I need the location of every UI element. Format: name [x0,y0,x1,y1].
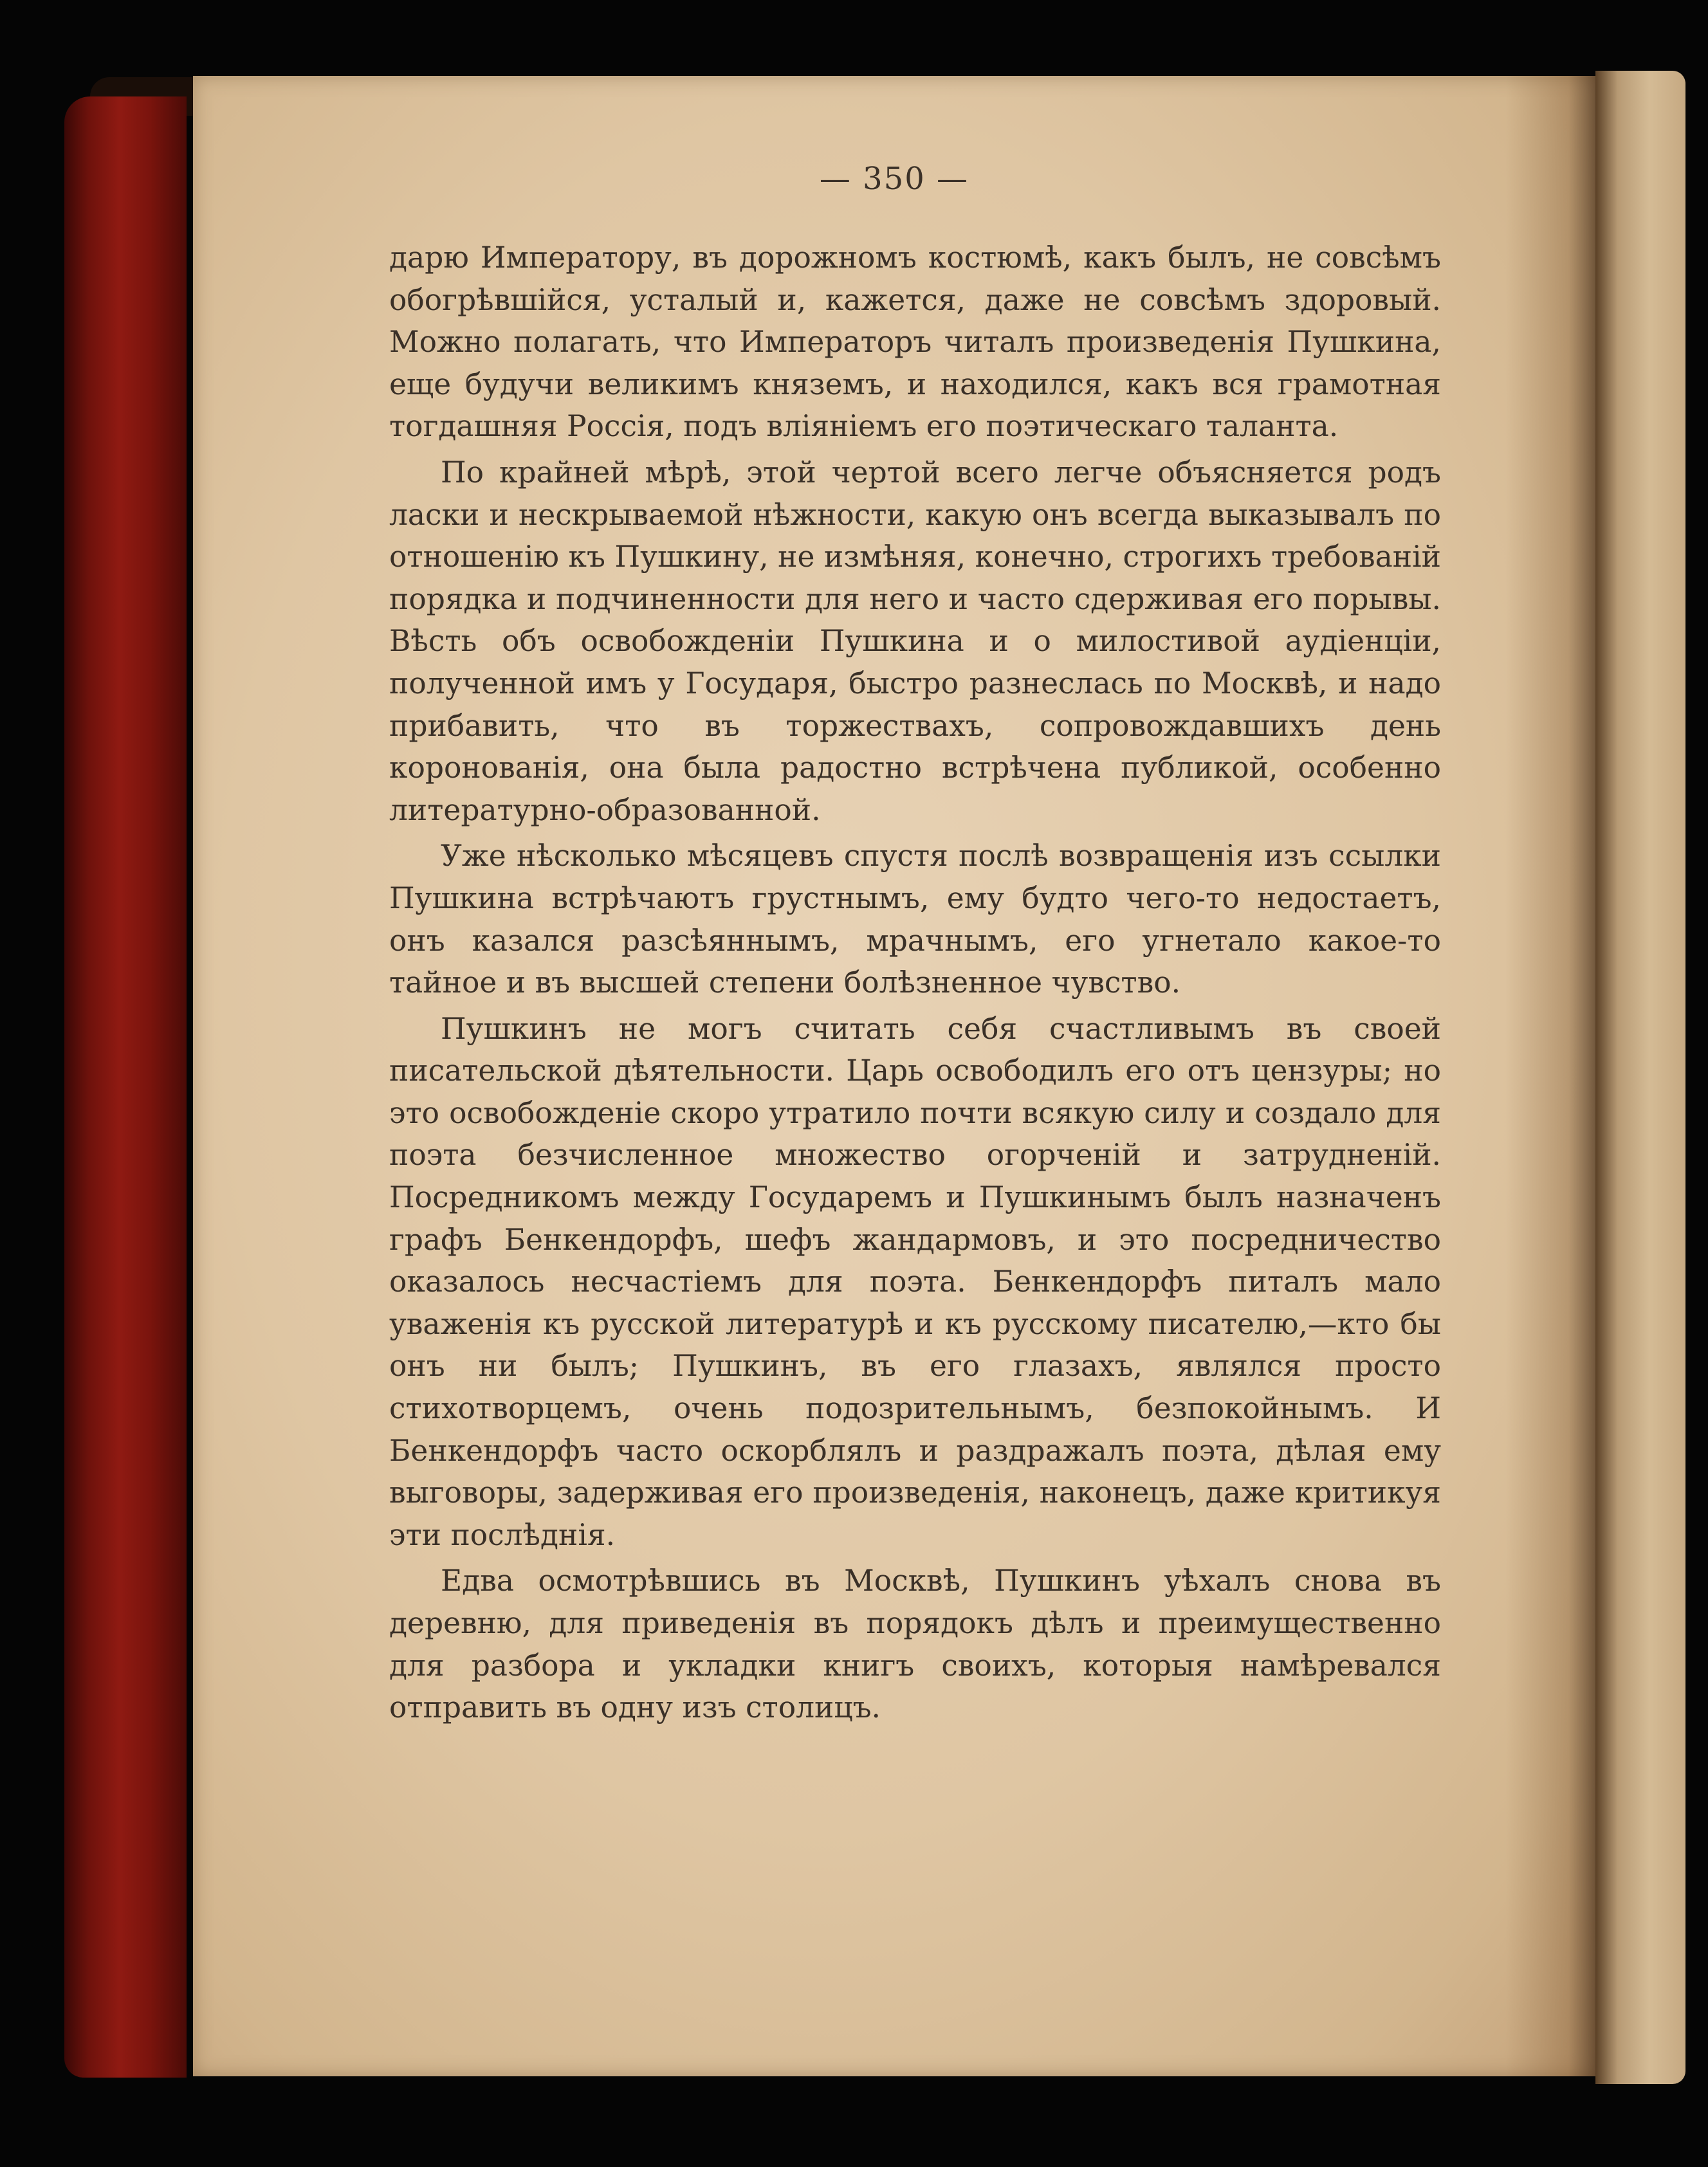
facing-page-edge [1595,71,1685,2084]
page-gutter-shadow [1505,76,1595,2076]
paragraph-1: дарю Императору, въ дорожномъ костюмѣ, какъ былъ, не совсѣмъ обогрѣвшійся, усталый и, кажется, даже не совсѣмъ здоровый. Можно полагать, что Императоръ читалъ произведенія Пушкина, еще будучи великимъ княземъ, и находился, какъ вся грамотная тогдашняя Россія, подъ вліяніемъ его поэтическаго таланта. [389,241,1441,444]
paragraph-5: Едва осмотрѣвшись въ Москвѣ, Пушкинъ уѣхалъ снова въ деревню, для приведенія въ порядокъ дѣлъ и преимущественно для разбора и укладки книгъ своихъ, которыя намѣревался отправить въ одну изъ столицъ. [389,1564,1441,1725]
book-red-edge [64,96,187,2078]
paragraph-4: Пушкинъ не могъ считать себя счастливымъ въ своей писательской дѣятельности. Царь освободилъ его отъ цензуры; но это освобожденіе скоро утратило почти всякую силу и создало для поэта безчисленное множество огорченій и затрудненій. Посредникомъ между Государемъ и Пушкинымъ былъ назначенъ графъ Бенкендорфъ, шефъ жандармовъ, и это посредничество оказалось несчастіемъ для поэта. Бенкендорфъ питалъ мало уваженія къ русской литературѣ и къ русскому писателю,—кто бы онъ ни былъ; Пушкинъ, въ его глазахъ, являлся просто стихотворцемъ, очень подозрительнымъ, безпокойнымъ. И Бенкендорфъ часто оскорблялъ и раздражалъ поэта, дѣлая ему выговоры, задерживая его произведенія, наконецъ, даже критикуя эти послѣднія. [389,1011,1441,1552]
page-number: — 350 — [819,161,969,197]
page-text [389,237,1441,1729]
paragraph-2: По крайней мѣрѣ, этой чертой всего легче объясняется родъ ласки и нескрываемой нѣжности, какую онъ всегда выказывалъ по отношенію къ Пушкину, не измѣняя, конечно, строгихъ требованій порядка и подчиненности для него и часто сдерживая его порывы. Вѣсть объ освобожденіи Пушкина и о милостивой аудіенціи, полученной имъ у Государя, быстро разнеслась по Москвѣ, и надо прибавить, что въ торжествахъ, сопровождавшихъ день коронованія, она была радостно встрѣчена публикой, особенно литературно-образованной. [389,455,1441,827]
paragraph-3: Уже нѣсколько мѣсяцевъ спустя послѣ возвращенія изъ ссылки Пушкина встрѣчаютъ грустнымъ, ему будто чего-то недостаетъ, онъ казался разсѣяннымъ, мрачнымъ, его угнетало какое-то тайное и въ высшей степени болѣзненное чувство. [389,839,1441,1000]
